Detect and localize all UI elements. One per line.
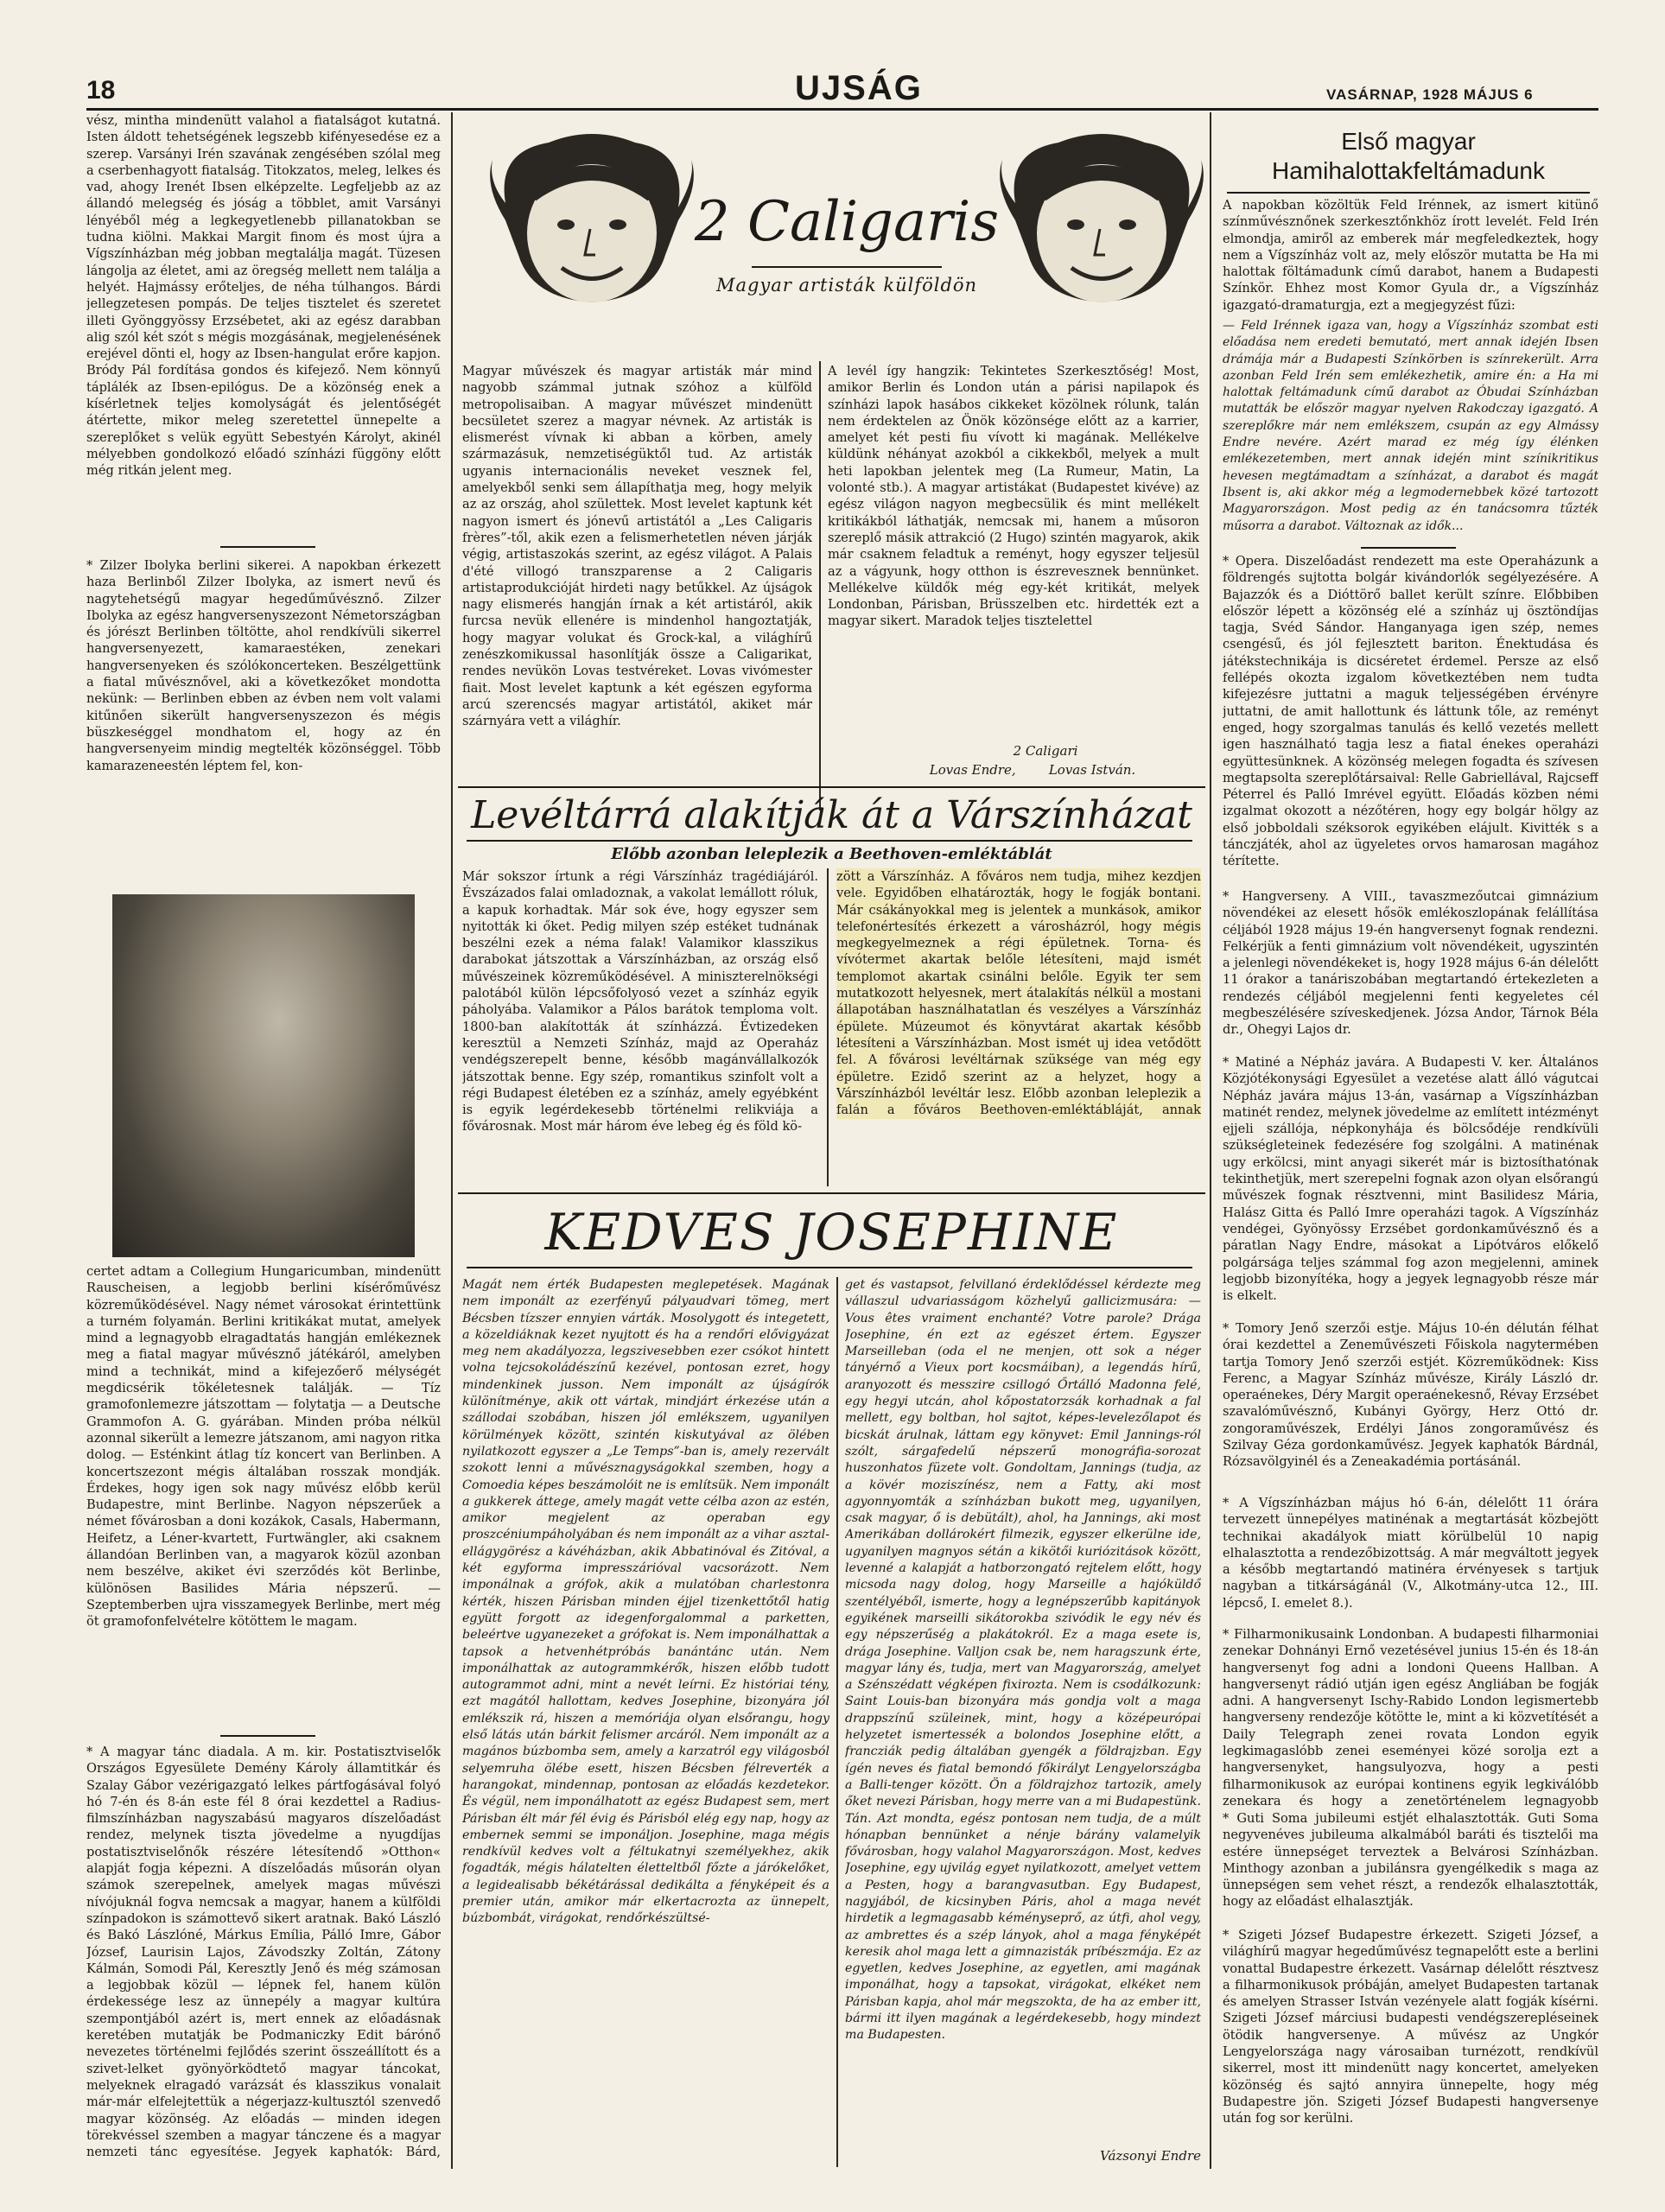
- feld-headline-line1: Első magyar: [1341, 128, 1476, 155]
- issue-date: VASÁRNAP, 1928 MÁJUS 6: [1326, 86, 1534, 103]
- zilzer-article: * Zilzer Ibolyka berlini sikerei. A napokban érkezett haza Berlinből Zilzer Ibolyka, az ismert nevű és nagytehetségű magyar hegedűművésznő. Zilzer Ibolyka az egész hangversenyszezont Németországban és jórészt Berlinben töltötte, ahol rendkívüli sikerrel hangversenyezett, kamaraestéken, zenekari hangversenyeken és szólókoncerteken. Beszélgettünk a fiatal művésznővel, aki a következőket mondotta nekünk: — Berlinben ebben az évben nem volt valami kitűnően sikerült hangversenyszezon és mégis büszkeséggel mondhatom el, hogy az én hangversenyeim mindig megtelték közönséggel. Több kamarazeneestén léptem fel, kon-: [86, 558, 441, 773]
- josephine-text-left: Magát nem érték Budapesten meglepetések. Magának nem imponált az ezerfényű pályaudvari tömeg, mert Bécsben tízszer ennyien várták. Mosolygott és integetett, a közeldiáknak kezet nyujtott és ha a rendőri elővigyázat meg nem akadályozza, legszivesebben ezer csókot hintett volna tejcsokoládészínű kezével, pontosan ezret, hogy mindenkinek jusson. Nem imponált az újságírók különítménye, akik ott vártak, mindjárt érkezése után a szállodai szobában, hiszen jól emlékszem, ugyanilyen körülmények között, szintén kiskutyával az ölében nyilatkozott egyszer a „Le Temps”-ban is, amely rezervált szokott lenni a művésznagyságokkal szemben, hogy a Comoedia képes beszámolóit ne is említsük. Nem imponált a gukkerek áttege, amely magát vette célba azon az estén, amikor megjelent az operaban egy proszcéniumpáholyában és nem imponált az a vihar asztal-ellágygörész a kávéházban, akik Abbatinóval és Zitóval, a két egyforma impresszárióval vacsorázott. Nem imponálnak a grófok, akik a mulatóban charlestonra kérték, hiszen Párisban minden éjjel tizenkettőtől hatig együtt forgott az idegenforgalommal a parketten, beleértve ugyanezeket a grófokat is. Nem imponálhattak a tapsok a hetvenhétpróbás banántánc után. Nem imponálhattak az autogrammkérők, hiszen előbb tudott autogrammot adni, mint a nevét leírni. Ez históriai tény, ezt magától hallottam, kedves Josephine, bizonyára jól emlékszik rá, hiszen a memóriája olyan elsőrangu, hogy első látás után bárkit felismer arcáról. Nem imponált az a magános búzbomba sem, amely a karzatról egy világosból selyemruha ölébe esett, hiszen Bécsben félreverték a harangokat, mindennap, pontosan az előadás kezdetekor. És végül, nem imponálhatott az egész Budapest sem, mert Párisban élt már fél évig és Párisból elég egy nap, hogy az embernek semmi se imponáljon. Josephine, maga mégis rendkívül kedves volt a féltukatnyi személyekhez, akik fogadták, mégis hálatelten életteltből főzte a járókelőket, a legidealisabb békétárással dedikálta a fényképeit és a premier után, amikor már elkertacrozta az ünnepelt, búzbombát, virágokat, rendőrkészültsé-: [462, 1278, 829, 1926]
- headline-rule: [467, 840, 1192, 842]
- varszinhaz-text-right: zött a Várszínház. A főváros nem tudja, mihez kezdjen vele. Egyidőben elhatározták, hogy le fogják bontani. Már csákányokkal meg is jelentek a munkások, amikor telefonértesítés érkezett a városházról, hogy mégis megkegyelmeznek a régi épületnek. Torna- és vívótermet akartak belőle létesíteni, majd ismét templomot akartak csinálni belőle. Egyik ter sem mutatkozott helyesnek, mert átalakítás nélkül a mostani állapotában használhatatlan és veszélyes a Várszínház épülete. Múzeumot és könyvtárat akartak később létesíteni a Várszínházban. Most ismét uj idea vetődött fel. A fővárosi levéltárnak szüksége van még egy épületre. Ezidő szerint az a helyzet, hogy a Várszínházból levéltár lesz. Előbb azonban leleplezik a falán a főváros Beethoven-emléktábláját, annak: [836, 869, 1201, 1118]
- caligaris-subheadline: Magyar artisták külföldön: [715, 275, 978, 296]
- header-rule: [86, 108, 1598, 111]
- caligaris-headline: 2 Caligaris: [694, 190, 1000, 254]
- masthead: UJSÁG: [795, 69, 923, 107]
- column-divider: [1210, 112, 1211, 2169]
- section-divider: [1361, 547, 1456, 549]
- column-divider: [827, 868, 829, 1186]
- josephine-signature: Vázsonyi Endre: [1100, 2148, 1201, 2164]
- varszinhaz-headline: Levéltárrá alakítják át a Várszínházat: [471, 793, 1192, 837]
- caligaris-signature-names: Lovas Endre, Lovas István.: [929, 762, 1136, 778]
- magyar-tanc-article: * A magyar tánc diadala. A m. kir. Postatisztviselők Országos Egyesülete Demény Károly államtitkár és Szalay Gábor vezérigazgató lelkes pártfogásával folyó hó 7-én és 8-án este fél 8 órai kezdettel a Radius-filmszínházban nagyszabású magyaros díszelőadást rendez, melynek tiszta jövedelme a nyugdíjas postatisztviselőnők részére létesítendő »Otthon« alapját fogja képezni. A díszelőadás műsorán olyan számok szerepelnek, amelyek magas művészi nívójuknál fogva nemcsak a magyar, hanem a külföldi színpadokon is számottevő sikert aratnak. Bakó László és Bakó Lászlóné, Márkus Emília, Pálló Imre, Gábor József, Laurisin Lajos, Závodszky Zoltán, Zátony Kálmán, Somodi Pál, Keresztly Jenő és még számosan a legjobbak közül — lépnek fel, hanem külön érdekessége lesz az ünnepély a magyar kultúra szempontjából azért is, mert ennek az előadásnak keretében mutatják be Podmaniczky Edit bárónő nevezetes történelmi fejlődés szerint összeállított és a szivet-lelket gyönyörködtető magyar táncokat, melyeknek elragadó varázsát és klasszikus vonalait már-már elfelejtettük a négerjazz-kultusztól szenvedő magyar közönség. Az előadás — minden idegen törekvéssel szemben a magyar tánczene és a magyar nemzeti tánc egyesítése. Jegyek kaphatók: Bárd,: [86, 1745, 441, 2158]
- column-divider: [836, 1277, 838, 2167]
- caligari-left-portrait: [480, 125, 704, 315]
- feld-article: A napokban közöltük Feld Irénnek, az ismert kitünő színművésznőnek szerkesztőnkhöz írott levelét. Feld Irén elmondja, amiről az emberek már megfeledkeztek, hogy nem a Vígszínház volt az, mely először mutatta be Ha mi halottak föltámadunk című darabot, hanem a Budapesti Színkör. Ehhez most Komor Gyula dr., a Vígszínház igazgató-dramaturgja, ezt a megjegyzést fűzi:: [1223, 198, 1598, 313]
- feld-headline-line2: Hamihalottakfeltámadunk: [1272, 157, 1545, 184]
- matine-item: * Matiné a Népház javára. A Budapesti V. ker. Általános Közjótékonysági Egyesület a vezetése alatt álló vágutcai Népház javára május 13-án, vasárnap a Vígszínházban matinét rendez, melynek jövedelme az említett intézményt ejjeli szállója, népkonyhája és bölcsődéje rendkívüli szükségleteinek fedezésére fog szolgálni. A matinénak ugy erkölcsi, mint anyagi sikerét már is biztosíthatónak tekinthetjük, mert szerepelni fognak azon olyan elsőrangú művészek fognak résztvenni, mint Basilidesz Mária, Halász Gitta és Palló Imre operaházi tagok. A Vígszínház vendégei, Gyönyössy Erzsébet gordonkaművésznő és a páratlan Nagy Endre, másokat a Lipótváros előkelő polgársága teljes számmal fog azon megjelenni, aminek legjobb bizonyítéka, hogy a jegyek legnagyobb része már is elkelt.: [1223, 1055, 1598, 1304]
- caligaris-signature: 2 Caligari: [1013, 743, 1078, 759]
- section-divider: [220, 546, 315, 548]
- review-continuation: vész, mintha mindenütt valahol a fiatalságot kutatná. Isten áldott tehetségének legszebb kifényesedése ez a szerep. Varsányi Irén szavának zengésében szólal meg a cserbenhagyott fiatalság. Titokzatos, meleg, lelkes és vad, ahogy Irenét Ibsen elképzelte. Legfeljebb az az állandó melegség és jóság a többlet, amit Varsányi lényéből még a legkegyetlenebb pillanatokban se tudna kiölni. Makkai Margit finom és most újra a Vígszínházban még jobban megtalálja magát. Tüzesen lángolja az életet, ami az öregség mellett nem találja a helyét. Hajmássy erőteljes, de néha túlhangos. Bárdi jellegzetesen pompás. De teljes tisztelet és szeretet illeti Gyönggyössy Erzsébetet, aki az egész darabban alig szól két szót s mégis mozgásának, megjelenésének erejével dönti el, hogy az Ibsen-hangulat erőre kapjon. Bródy Pál fordítása gondos és kifejező. Nem könnyű táplálék az Ibsen-epilógus. De a közönség enek a kísérletnek teljes komolyságát és jelentőségét átértette, mikor meleg szeretettel ünnepelte a szereplőket s velük együtt Sebestyén Károlyt, akinél mélyebben gondolkozó előadó színházi függöny előtt még ritkán jelent meg.: [86, 113, 441, 479]
- szigeti-item: * Szigeti József Budapestre érkezett. Szigeti József, a világhírű magyar hegedűművész tegnapelőtt este a berlini vonattal Budapestre érkezett. Vasárnap délelőtt résztvesz a filharmonikusok próbáján, amelyet Budapesten tartanak és amelyen Strasser István vezényele alatt fogják kísérni. Szigeti József márciusi budapesti vendégszerepléseinek ötödik hangversenye. A művész az Ungkór Lengyelországa nagy városaiban turnézott, rendkívül sikerrel, most itt mindenütt nagy koncertet, amelyeken közönség és sajtó annyira ünnepelte, hogy még Budapestre jön. Szigeti József Budapesti hangversenye után fog sor kerülni.: [1223, 1928, 1598, 2126]
- caligaris-letter: A levél így hangzik: Tekintetes Szerkesztőség! Most, amikor Berlin és London után a párisi napilapok és színházi lapok hasábos cikkeket közölnek rólunk, talán nem érdektelen az Önök közönsége előtt az a karrier, amelyet két pesti fiu vívott ki magának. Mellékelve küldünk néhányat azokból a cikkekből, melyek a mult heti lapokban jelentek meg (La Rumeur, Matin, La volonté stb.). A magyar artistákat (Budapestet kivéve) az egész világon nagyon megbecsülik és mint mellékelt kritikákból láthatják, nemcsak mi, hanem a műsoron szereplő másik attrakció (2 Hugo) szintén magyarok, akik már csaknem feladtuk a reményt, hogy egyszer teljesül az a vágyunk, hogy otthon is észrevesznek bennünket. Mellékelve küldők még egy-két kritikát, melyek Londonban, Párisban, Brüsszelben etc. hirdették ezt a magyar sikert. Maradok teljes tisztelettel: [828, 364, 1199, 629]
- opera-item: * Opera. Diszelőadást rendezett ma este Operaházunk a földrengés sujtotta bolgár kivándorlók segélyezésére. A Bajazzók és a Dióttörő ballet került színre. Előbbiben először lépett a közönség elé a színház uj ösztöndíjas tagja, Svéd Sándor. Hanganyaga igen szép, nemes csengésű, és jól fejlesztett bariton. Énektudása és játékstechnikája is dicséretet érdemel. Persze az első fellépés okozta izgalom következtében nem tudta kifejezésre juttatni a maguk teljességében érvényre juttatni, de amit hallottunk és láttunk tőle, az reményt enged, hogy szorgalmas tanulás és kellő vezetés mellett igen használható tagja lesz a fiatal énekes operaházi együttesünknek. A közönség melegen fogadta és szívesen megtapsolta szereplőtársaival: Relle Gabriellával, Rajcseff Péterrel és Palló Imrével együtt. Előadás közben némi izgalmat okozott a nézőtéren, hogy egy bolgár hölgy az első jobboldali széksorok egyikében elájult. Kivitték s a tánczjáték, ahol az ügyeletes orvos hamarosan magához térítette.: [1223, 554, 1598, 869]
- josephine-headline: KEDVES JOSEPHINE: [544, 1203, 1119, 1262]
- tomory-item: * Tomory Jenő szerzői estje. Május 10-én délután félhat órai kezdettel a Zeneművészeti Főiskola nagytermében tartja Tomory Jenő szerzői estjét. Közreműködnek: Kiss Ferenc, a Magyar Színház művésze, Király László dr. operaénekes, Déry Margit operaénekesnő, Révay Erzsébet szavalóművésznő, Kubányi György, Herz Ottó dr. zongoraművészek, Erdélyi János zongoraművész és Szilvay Géza gordonkaművész. Jegyek kaphatók Bárdnál, Rózsavölgyinél és a Zeneakadémia portásánál.: [1223, 1321, 1598, 1470]
- column-divider: [451, 112, 453, 2169]
- section-rule: [458, 1192, 1205, 1194]
- filharmonikusok-item: * Filharmonikusaink Londonban. A budapesti filharmoniai zenekar Dohnányi Ernő vezetésével junius 15-én és 18-án hangversenyt fog adni a londoni Queens Hallban. A hangversenyt rádió utján igen egész Angliában be fogják adni. A hangversenyt Ischy-Rabido London legismertebb hangverseny rendezője kötötte le, mint a ki közvetítését a Daily Telegraph zenei rovata London egyik legkimagaslóbb zenei eseményei közé sorolja ezt a hangversenyket, hangsulyozva, hogy a pesti filharmonikusok az európai kontinens egyik legkiválóbb zenekara és hogy a zenetörténelem legnagyobb: [1223, 1627, 1598, 1808]
- column-divider: [819, 361, 821, 810]
- headline-rule: [752, 266, 942, 268]
- hangverseny-item: * Hangverseny. A VIII., tavaszmezőutcai gimnázium növendékei az elesett hősök emlékoszlopának felállítása céljából 1928 május 19-én hangversenyt fognak rendezni. Felkérjük a fenti gimnázium volt növendékeit, ugyszintén a jelenlegi növendékeket is, hogy 1928 május 6-án délelőtt 11 órakor a tanáriszobában megtartandó értekezleten a rendezés céljából megjelenni fenti kegyeletes cél megbeszélésére szíveskedjenek. Józsa Andor, Tárnok Béla dr., Ohegyi Lajos dr.: [1223, 889, 1598, 1038]
- zilzer-article-continued: certet adtam a Collegium Hungaricumban, mindenütt Rauscheisen, a legjobb berlini kísérőművész közreműködésével. Nagy német városokat érintettünk a turném folyamán. Berlini kritikákat mutat, amelyek mind a legnagyobb elragadtatás hangján emlékeznek meg a fiatal magyar művésznő játékáról, amelyben mind a technikát, mind a kifejezőerő mélységét megdicsérik tökéletesnek találják. — Tíz gramofonlemezre játszottam — folytatja — a Deutsche Grammofon A. G. gyárában. Minden próba nélkül azonnal sikerült a lemezre játszanom, ami nagyon ritka dolog. — Esténkint átlag tíz koncert van Berlinben. A koncertszezont mégis általában rosszak mondják. Érdekes, hogy igen sok nagy művész előbb kerül Budapestre, mint Berlinbe. Nagyon népszerűek a német fővárosban a doni kozákok, Casals, Habermann, Heifetz, a Léner-kvartett, Furtwängler, aki csaknem állandóan Berlinben van, a magyarok közül azonban nem beszélve, akiket évi szerződés köt Berlinbe, különösen Basilides Mária népszerű. — Szeptemberben ujra visszamegyek Berlinbe, mert még öt gramofonfelvételre kötöttem le magam.: [86, 1264, 441, 1630]
- section-divider: [220, 1735, 315, 1737]
- headline-rule: [1227, 192, 1590, 194]
- caligaris-intro: Magyar művészek és magyar artisták már mind nagyobb számmal jutnak szóhoz a külföld metropolisaiban. A magyar művészet mindenütt becsületet szerez a magyar névnek. Az artisták is elismerést vívnak ki abban a körben, amely származásuk, nemzetiségüktől tud. Az artisták ugyanis internacionális neveket vesznek fel, amelyekből senki sem állapíthatja meg, hogy melyik az az ország, ahol születtek. Most levelet kaptunk két nagyon ismert és jónevű artistától a „Les Caligaris frères”-től, akik ezen a felismerhetetlen néven járják végig, artistaszokás szerint, az egész világot. A Palais d'été villogó transzparense a 2 Caligaris artistaprodukcióját hirdeti nagy betűkkel. Az újságok nagy elismerés hangján írnak a két artistáról, akik furcsa nevük ellenére is mindenhol hangoztatják, hogy magyar volukat és Grock-kal, a világhírű zenészkomikussal hasonlítják össze a Caligarikat, rendes nevükön Lovas testvéreket. Lovas vivómester fiait. Most levelet kaptunk a két egészen egyforma arcú szerencsés magyar artistától, akiket már szárnyára vett a világhír.: [462, 364, 812, 729]
- josephine-text-right: get és vastapsot, felvillanó érdeklődéssel kérdezte meg vállaszul udvariasságom közhelyű gallicizmusára: — Vous êtes vraiment enchanté? Votre parole? Drága Josephine, én ezt az egészet értem. Egyszer Marseilleban (oda el ne menjen, ott sok a néger tányérnő a Vieux port kocsmáiban), a legendás hírű, aranyozott és messzire csillogó Őrtálló Madonna felé, egy hegyi utcán, ahol kőpostatorzsák korhadnak a fal mellett, egy boltban, hol sajtot, képes-levelezőlapot és bicskát árulnak, láttam egy könyvet: Emil Jannings-ról szólt, sárgafedelű népszerű monográfia-sorozat huszonhatos füzete volt. Gondoltam, Jannings (tudja, az a kövér moziszínész, nem a Fatty, aki most agyonnyomták a színházban bukott meg, ugyanilyen, csak magyar, ő is debütált), ahol, ha Jannings, aki most Amerikában dollárokért filmezik, egyszer elkerülne ide, ugyanilyen magnyos sétán a kikötői kuriózitások között, levenné a kalapját a hatborzongató rejtelem előtt, hogy micsoda nagy dolog, hogy Marseille a hajóküldő szentélyéből, ismerte, hogy a legnépszerűbb kapitányok egyikének marseilli sikátorokba szivódik le egy név és egy népszerűség a plakátokról. Ez a maga esete is, drága Josephine. Valljon csak be, nem haragszunk érte, magyar lány és, tudja, mert van Magyarország, amelyet a Szénszédatt végképen fixirozta. Nem is csodálkozunk: Saint Louis-ban bizonyára más gondja volt a maga drappszínű szüleinek, mint, hogy a középeurópai helyzetet ismertessék a bolondos Josephine előtt, a francziák pedig általában gyengék a földrajzban. Egy ígén neves és fiatal bemondó főkirályt Lengyelországba a Balli-tenger között. Ön a földrajzhoz tartozik, amely őket nevezi Párisban, hogy merre van a mi Budapestünk. Tán. Azt mondta, egész pontosan nem tudja, de a múlt hónapban bennünket a nénje bárány valamelyik fővárosban, hogy valahol Magyarországon. Most, kedves Josephine, egy ujvilág egyet nyilatkozott, amelyet vettem a Pesten, hogy a barangvasutban. Egy Budapest, nagyjából, de kicsinyben Páris, ahol a maga nevét hirdetik a legmagasabb kéményseprő, az útfi, ahol vegy, az ambrettes és a szép lányok, ahol a maga fényképét keresik ahol maga lett a gimnazisták príbészmája. Ez az egyetlen, kedves Josephine, az egyetlen, ami magának imponálhat, hogy a tapsokat, virágokat, elkéket nem Párisban kapja, ahol már megszokta, de ha az ember itt, bármi itt ilyen magának a legérdekesebb, hogy mindezt ma Budapesten.: [845, 1278, 1201, 2043]
- headline-rule: [467, 1267, 1192, 1268]
- page-number: 18: [86, 76, 116, 105]
- section-rule: [458, 786, 1205, 788]
- varszinhaz-text-left: Már sokszor írtunk a régi Várszínház tragédiájáról. Évszázados falai omladoznak, a vakolat lemállott róluk, a kapuk korhadtak. Már sok éve, hogy egyszer sem nyitották ki őket. Pedig milyen szép estéket tudnának beszélni ezek a néma falak! Valamikor klasszikus darabokat játszottak a Várszínházban, az ország első művészeinek közreműködésével. A miniszterelnökségi palotából külön lépcsőfolyosó vezet a színház egyik páholyába. Valamikor a Pálos barátok temploma volt. 1800-ban alakították át színházzá. Évtizedeken keresztül a Nemzeti Színház, majd az Operaház vendégszerepelt benne, később magánvállalkozók játszottak benne. Egy szép, romantikus szinfolt volt a régi Budapest életében ez a színház, amely egyébként is egyik legérdekesebb történelmi relikviája a fővárosnak. Most már három éve lebeg ég és föld kö-: [462, 869, 818, 1135]
- vigszinhaz-item: * A Vígszínházban május hó 6-án, délelőtt 11 órára tervezett ünnepélyes matinénak a megtartását közbejött technikai akadályok miatt körülbelül 10 napig elhalasztotta a rendezőbizottság. A már megváltott jegyek a később megtartandó matinéra érvényesek s tartjuk nagyban a titkárságánál (V., Alkotmány-utca 12., III. lépcső, I. emelet 8.).: [1223, 1496, 1598, 1611]
- feld-quote: — Feld Irénnek igaza van, hogy a Vígszínház szombat esti előadása nem eredeti bemutató, mert annak idején Ibsen drámája már a Budapesti Színkörben is színrekerült. Arra azonban Feld Irén sem emlékezhetik, amire én: a Ha mi halottak feltámadunk című darabot az Óbudai Színházban mutatták be először magyar nyelven Rakodczay igazgató. A szereplőkre már nem emlékszem, csupán az egy Almássy Endre nevére. Azért marad ez még így élénken emlékezetemben, mert annak idején mint színikritikus hevesen megtámadtam a színházat, a darabot és magát Ibsent is, aki akkor még a legmodernebbek közé tartozott Magyarországon. Most pedig az én tanácsomra tűzték műsorra a darabot. Változnak az idők...: [1223, 319, 1598, 533]
- zilzer-portrait-photo: [112, 894, 415, 1257]
- guti-soma-item: * Guti Soma jubileumi estjét elhalasztották. Guti Soma negyvenéves jubileuma alkalmából baráti és tisztelői ma estére ünnepséget terveztek a Belvárosi Színházban. Minthogy azonban a jubilánsra gyengélkedik s maga az ünnepségen sem vehet részt, a rendezők elhalasztották, hogy az előadást elhalasztják.: [1223, 1811, 1598, 1910]
- varszinhaz-subheadline: Előbb azonban leleplezik a Beethoven-emléktáblát: [611, 845, 1052, 863]
- caligari-right-portrait: [989, 125, 1214, 315]
